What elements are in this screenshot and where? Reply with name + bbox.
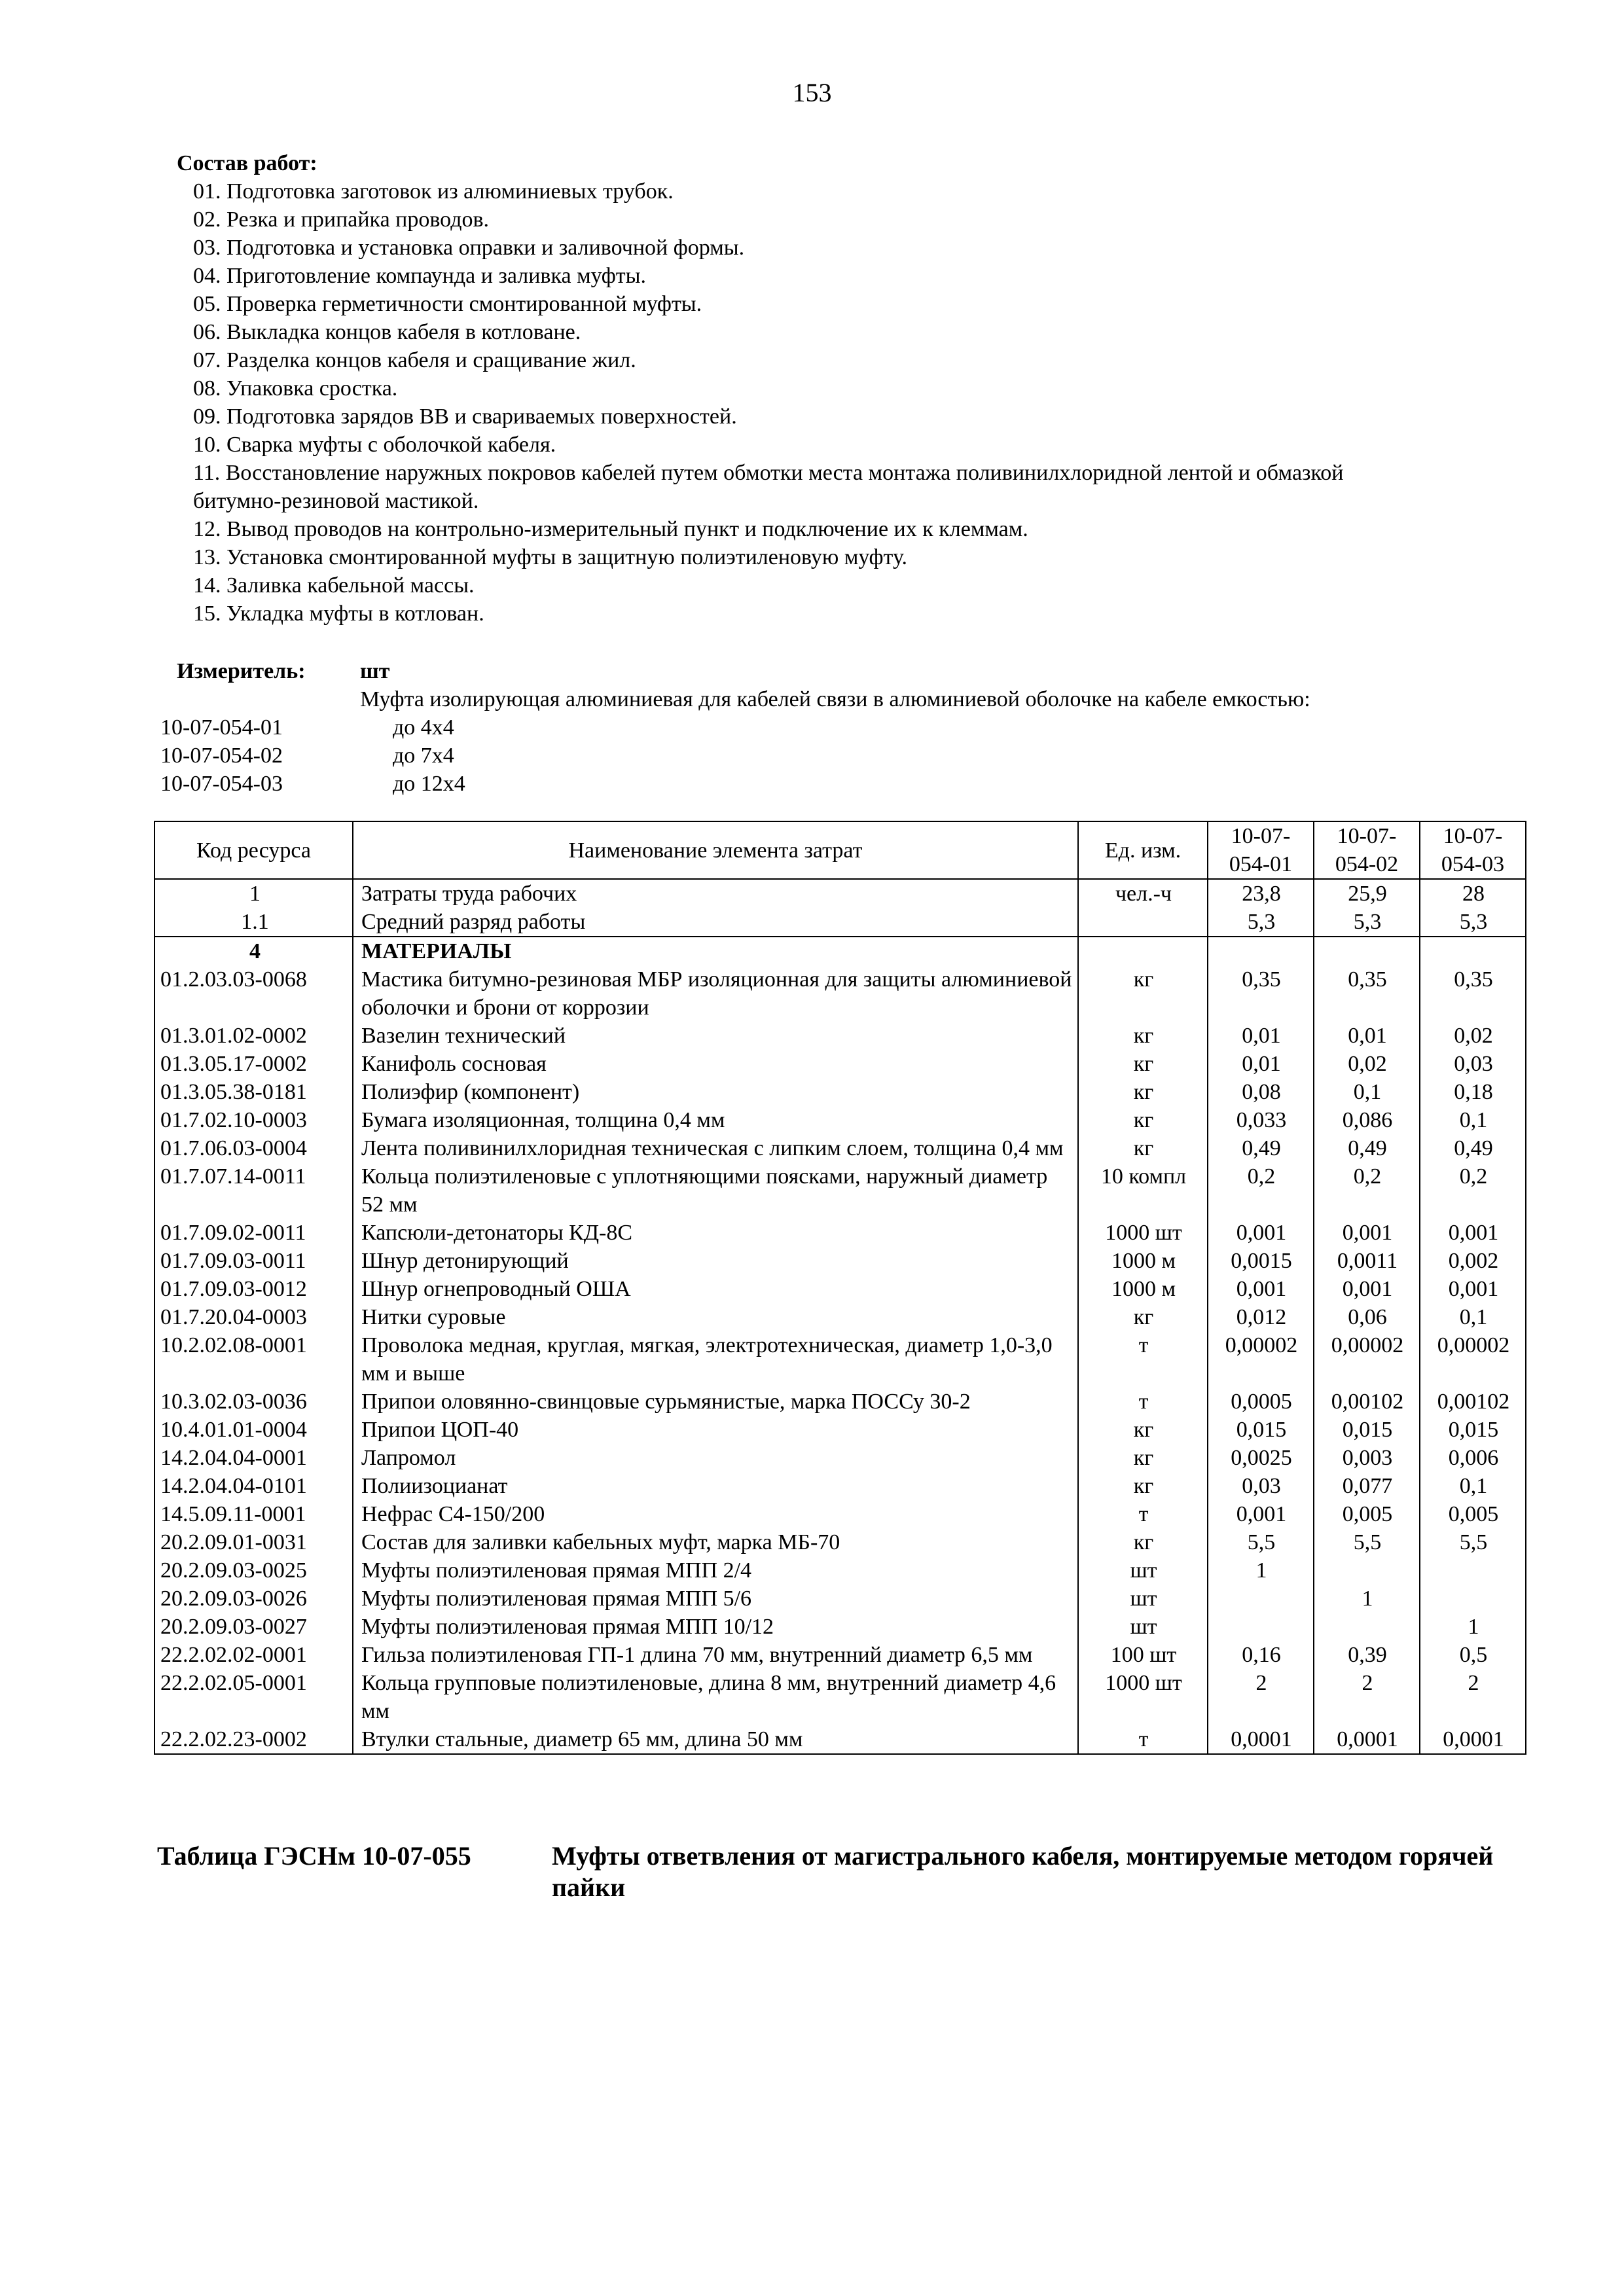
resource-code: 01.7.20.04-0003: [154, 1303, 353, 1331]
element-name: Полиэфир (компонент): [353, 1078, 1078, 1106]
unit-cell: кг: [1078, 1303, 1208, 1331]
value-054-03: 0,0001: [1420, 1725, 1526, 1754]
resource-code: 20.2.09.03-0027: [154, 1613, 353, 1641]
value-054-02: 0,02: [1314, 1050, 1420, 1078]
value-054-02: 0,001: [1314, 1275, 1420, 1303]
value-054-03: 0,35: [1420, 965, 1526, 1022]
unit-cell: кг: [1078, 1134, 1208, 1162]
element-name: Мастика битумно-резиновая МБР изоляционная для защиты алюминиевой оболочки и брони от коррозии: [353, 965, 1078, 1022]
value-054-02: 5,3: [1314, 908, 1420, 937]
value-054-01: 0,001: [1208, 1500, 1314, 1528]
element-name: Втулки стальные, диаметр 65 мм, длина 50 мм: [353, 1725, 1078, 1754]
value-054-03: 0,2: [1420, 1162, 1526, 1219]
unit-cell: кг: [1078, 1022, 1208, 1050]
element-name: Шнур детонирующий: [353, 1247, 1078, 1275]
element-name: Муфты полиэтиленовая прямая МПП 10/12: [353, 1613, 1078, 1641]
element-name: Состав для заливки кабельных муфт, марка МБ-70: [353, 1528, 1078, 1556]
value-054-03: [1420, 937, 1526, 965]
unit-cell: т: [1078, 1388, 1208, 1416]
value-054-02: 0,35: [1314, 965, 1420, 1022]
value-054-02: 0,1: [1314, 1078, 1420, 1106]
value-054-02: [1314, 937, 1420, 965]
work-item: 03. Подготовка и установка оправки и заливочной формы.: [193, 236, 745, 260]
table-row: [154, 1022, 1526, 1050]
value-054-01: 0,01: [1208, 1050, 1314, 1078]
variant-code: 10-07-054-02: [160, 744, 283, 768]
value-054-03: 1: [1420, 1613, 1526, 1641]
value-054-02: 0,00102: [1314, 1388, 1420, 1416]
work-item: 15. Укладка муфты в котлован.: [193, 601, 484, 626]
resource-code: 10.3.02.03-0036: [154, 1388, 353, 1416]
unit-cell: т: [1078, 1331, 1208, 1388]
unit-cell: шт: [1078, 1556, 1208, 1585]
value-054-01: 0,0001: [1208, 1725, 1314, 1754]
resource-code: 1.1: [154, 908, 353, 937]
element-name: Нефрас С4-150/200: [353, 1500, 1078, 1528]
table-header-row: [154, 821, 1526, 879]
value-054-01: 23,8: [1208, 879, 1314, 908]
page-number: 153: [792, 78, 832, 107]
measure-block: [160, 657, 1535, 798]
value-054-03: 0,00002: [1420, 1331, 1526, 1388]
work-item: 01. Подготовка заготовок из алюминиевых трубок.: [193, 179, 674, 204]
unit-cell: кг: [1078, 1050, 1208, 1078]
element-name: Муфты полиэтиленовая прямая МПП 2/4: [353, 1556, 1078, 1585]
element-name: Лапромол: [353, 1444, 1078, 1472]
resource-cost-table: [154, 821, 1526, 1755]
value-054-01: 5,5: [1208, 1528, 1314, 1556]
value-054-03: 0,1: [1420, 1106, 1526, 1134]
value-054-03: 0,00102: [1420, 1388, 1526, 1416]
element-name: Муфты полиэтиленовая прямая МПП 5/6: [353, 1585, 1078, 1613]
resource-code: 01.7.06.03-0004: [154, 1134, 353, 1162]
value-054-03: 0,001: [1420, 1219, 1526, 1247]
value-054-01: 1: [1208, 1556, 1314, 1585]
value-054-02: 2: [1314, 1669, 1420, 1725]
work-item: 09. Подготовка зарядов ВВ и свариваемых поверхностей.: [193, 404, 737, 429]
table-row: [154, 879, 1526, 908]
value-054-01: [1208, 1585, 1314, 1613]
unit-cell: 1000 шт: [1078, 1669, 1208, 1725]
value-054-03: 0,005: [1420, 1500, 1526, 1528]
header-variant-3: 10-07- 054-03: [1420, 821, 1526, 879]
element-name: Канифоль сосновая: [353, 1050, 1078, 1078]
next-table-title: Муфты ответвления от магистрального кабеля, монтируемые методом горячей пайки: [552, 1841, 1494, 1902]
value-054-02: 0,001: [1314, 1219, 1420, 1247]
table-row: [154, 1247, 1526, 1275]
table-row: [154, 1528, 1526, 1556]
header-unit: Ед. изм.: [1078, 821, 1208, 879]
unit-cell: 10 компл: [1078, 1162, 1208, 1219]
value-054-02: 0,003: [1314, 1444, 1420, 1472]
unit-cell: чел.-ч: [1078, 879, 1208, 908]
table-row: [154, 1472, 1526, 1500]
value-054-02: 0,086: [1314, 1106, 1420, 1134]
unit-cell: т: [1078, 1725, 1208, 1754]
value-054-01: 0,001: [1208, 1275, 1314, 1303]
table-row: [154, 937, 1526, 965]
header-element-name: Наименование элемента затрат: [353, 821, 1078, 879]
value-054-01: 0,2: [1208, 1162, 1314, 1219]
resource-code: 01.3.01.02-0002: [154, 1022, 353, 1050]
work-item: 12. Вывод проводов на контрольно-измерительный пункт и подключение их к клеммам.: [193, 517, 1028, 541]
resource-code: 01.7.02.10-0003: [154, 1106, 353, 1134]
next-table-label: Таблица ГЭСНм 10-07-055: [157, 1841, 471, 1871]
table-row: [154, 1219, 1526, 1247]
variant-code: 10-07-054-03: [160, 772, 283, 796]
unit-cell: кг: [1078, 1416, 1208, 1444]
table-row: [154, 1106, 1526, 1134]
value-054-01: 0,16: [1208, 1641, 1314, 1669]
resource-code: 20.2.09.03-0026: [154, 1585, 353, 1613]
resource-code: 10.2.02.08-0001: [154, 1331, 353, 1388]
element-name: Бумага изоляционная, толщина 0,4 мм: [353, 1106, 1078, 1134]
work-composition-title: Состав работ:: [177, 151, 317, 175]
value-054-02: [1314, 1556, 1420, 1585]
value-054-03: 0,02: [1420, 1022, 1526, 1050]
value-054-03: 0,5: [1420, 1641, 1526, 1669]
table-row: [154, 1050, 1526, 1078]
unit-cell: кг: [1078, 1444, 1208, 1472]
element-name: Проволока медная, круглая, мягкая, электротехническая, диаметр 1,0-3,0 мм и выше: [353, 1331, 1078, 1388]
value-054-03: 0,001: [1420, 1275, 1526, 1303]
resource-code: 14.2.04.04-0101: [154, 1472, 353, 1500]
value-054-01: [1208, 1613, 1314, 1641]
value-054-01: 0,35: [1208, 965, 1314, 1022]
value-054-01: 0,00002: [1208, 1331, 1314, 1388]
work-item: битумно-резиновой мастикой.: [193, 489, 479, 513]
resource-code: 20.2.09.03-0025: [154, 1556, 353, 1585]
value-054-02: 0,2: [1314, 1162, 1420, 1219]
unit-cell: [1078, 908, 1208, 937]
variant-range: до 7х4: [393, 744, 454, 768]
value-054-01: 0,03: [1208, 1472, 1314, 1500]
value-054-02: 25,9: [1314, 879, 1420, 908]
table-row: [154, 908, 1526, 937]
work-item: 02. Резка и припайка проводов.: [193, 207, 490, 232]
value-054-02: 0,015: [1314, 1416, 1420, 1444]
unit-cell: кг: [1078, 1472, 1208, 1500]
table-row: [154, 1388, 1526, 1416]
header-resource-code: Код ресурса: [154, 821, 353, 879]
value-054-03: 5,3: [1420, 908, 1526, 937]
unit-cell: кг: [1078, 965, 1208, 1022]
unit-cell: кг: [1078, 1106, 1208, 1134]
work-item: 10. Сварка муфты с оболочкой кабеля.: [193, 433, 556, 457]
value-054-02: 0,06: [1314, 1303, 1420, 1331]
resource-code: 01.7.09.02-0011: [154, 1219, 353, 1247]
variant-range: до 4х4: [393, 715, 454, 740]
element-name: Средний разряд работы: [353, 908, 1078, 937]
element-name: Затраты труда рабочих: [353, 879, 1078, 908]
table-row: [154, 1725, 1526, 1754]
value-054-03: 0,006: [1420, 1444, 1526, 1472]
element-name: Кольца групповые полиэтиленовые, длина 8 мм, внутренний диаметр 4,6 мм: [353, 1669, 1078, 1725]
resource-code: 01.2.03.03-0068: [154, 965, 353, 1022]
work-list: [177, 177, 1512, 628]
resource-code: 01.3.05.17-0002: [154, 1050, 353, 1078]
value-054-03: 0,015: [1420, 1416, 1526, 1444]
work-item: 06. Выкладка концов кабеля в котловане.: [193, 320, 581, 344]
work-item: 07. Разделка концов кабеля и сращивание жил.: [193, 348, 636, 372]
element-name: Лента поливинилхлоридная техническая с липким слоем, толщина 0,4 мм: [353, 1134, 1078, 1162]
value-054-01: 2: [1208, 1669, 1314, 1725]
materials-section-code: 4: [154, 937, 353, 965]
value-054-02: 0,49: [1314, 1134, 1420, 1162]
element-name: Полиизоцианат: [353, 1472, 1078, 1500]
value-054-02: 0,005: [1314, 1500, 1420, 1528]
value-054-01: 5,3: [1208, 908, 1314, 937]
table-row: [154, 1613, 1526, 1641]
value-054-01: 0,033: [1208, 1106, 1314, 1134]
table-row: [154, 1585, 1526, 1613]
element-name: Припои ЦОП-40: [353, 1416, 1078, 1444]
unit-cell: кг: [1078, 1078, 1208, 1106]
value-054-03: 0,49: [1420, 1134, 1526, 1162]
resource-code: 22.2.02.02-0001: [154, 1641, 353, 1669]
value-054-01: 0,0015: [1208, 1247, 1314, 1275]
value-054-01: 0,08: [1208, 1078, 1314, 1106]
table-row: [154, 1275, 1526, 1303]
element-name: Кольца полиэтиленовые с уплотняющими поясками, наружный диаметр 52 мм: [353, 1162, 1078, 1219]
resource-code: 01.3.05.38-0181: [154, 1078, 353, 1106]
resource-code: 22.2.02.05-0001: [154, 1669, 353, 1725]
value-054-02: [1314, 1613, 1420, 1641]
element-name: Гильза полиэтиленовая ГП-1 длина 70 мм, внутренний диаметр 6,5 мм: [353, 1641, 1078, 1669]
value-054-02: 0,0011: [1314, 1247, 1420, 1275]
element-name: Припои оловянно-свинцовые сурьмянистые, марка ПОССу 30-2: [353, 1388, 1078, 1416]
value-054-01: 0,49: [1208, 1134, 1314, 1162]
value-054-03: 0,1: [1420, 1303, 1526, 1331]
table-row: [154, 1078, 1526, 1106]
variant-code: 10-07-054-01: [160, 715, 283, 740]
table-row: [154, 1669, 1526, 1725]
table-row: [154, 1416, 1526, 1444]
value-054-03: [1420, 1556, 1526, 1585]
resource-code: 01.7.09.03-0012: [154, 1275, 353, 1303]
value-054-03: 0,18: [1420, 1078, 1526, 1106]
header-variant-2: 10-07- 054-02: [1314, 821, 1420, 879]
value-054-03: 0,002: [1420, 1247, 1526, 1275]
table-row: [154, 1303, 1526, 1331]
work-item: 08. Упаковка сростка.: [193, 376, 398, 401]
materials-section-title: МАТЕРИАЛЫ: [353, 937, 1078, 965]
table-row: [154, 1134, 1526, 1162]
resource-code: 22.2.02.23-0002: [154, 1725, 353, 1754]
resource-code: 14.2.04.04-0001: [154, 1444, 353, 1472]
value-054-03: 2: [1420, 1669, 1526, 1725]
value-054-03: [1420, 1585, 1526, 1613]
unit-cell: т: [1078, 1500, 1208, 1528]
value-054-01: 0,0025: [1208, 1444, 1314, 1472]
value-054-03: 0,1: [1420, 1472, 1526, 1500]
value-054-03: 0,03: [1420, 1050, 1526, 1078]
table-row: [154, 965, 1526, 1022]
unit-cell: шт: [1078, 1585, 1208, 1613]
value-054-02: 0,0001: [1314, 1725, 1420, 1754]
work-item: 04. Приготовление компаунда и заливка муфты.: [193, 264, 646, 288]
work-composition: [177, 149, 1512, 628]
value-054-02: 0,01: [1314, 1022, 1420, 1050]
resource-code: 01.7.09.03-0011: [154, 1247, 353, 1275]
value-054-02: 5,5: [1314, 1528, 1420, 1556]
resource-code: 20.2.09.01-0031: [154, 1528, 353, 1556]
element-name: Капсюли-детонаторы КД-8С: [353, 1219, 1078, 1247]
unit-cell: кг: [1078, 1528, 1208, 1556]
value-054-02: 0,39: [1314, 1641, 1420, 1669]
measure-label: Измеритель:: [177, 659, 306, 683]
resource-code: 10.4.01.01-0004: [154, 1416, 353, 1444]
element-name: Нитки суровые: [353, 1303, 1078, 1331]
unit-cell: шт: [1078, 1613, 1208, 1641]
value-054-02: 1: [1314, 1585, 1420, 1613]
table-row: [154, 1556, 1526, 1585]
work-item: 05. Проверка герметичности смонтированной муфты.: [193, 292, 702, 316]
value-054-01: 0,0005: [1208, 1388, 1314, 1416]
work-item: 14. Заливка кабельной массы.: [193, 573, 475, 598]
element-name: Шнур огнепроводный ОША: [353, 1275, 1078, 1303]
value-054-03: 5,5: [1420, 1528, 1526, 1556]
table-row: [154, 1500, 1526, 1528]
unit-cell: 1000 м: [1078, 1275, 1208, 1303]
value-054-01: 0,01: [1208, 1022, 1314, 1050]
element-name: Вазелин технический: [353, 1022, 1078, 1050]
resource-code: 14.5.09.11-0001: [154, 1500, 353, 1528]
table-row: [154, 1641, 1526, 1669]
unit-cell: 1000 шт: [1078, 1219, 1208, 1247]
unit-cell: 1000 м: [1078, 1247, 1208, 1275]
measure-unit: шт: [360, 659, 390, 683]
table-row: [154, 1444, 1526, 1472]
measure-description: Муфта изолирующая алюминиевая для кабелей связи в алюминиевой оболочке на кабеле емкостью:: [360, 687, 1310, 711]
resource-code: 01.7.07.14-0011: [154, 1162, 353, 1219]
variant-range: до 12х4: [393, 772, 465, 796]
unit-cell: [1078, 937, 1208, 965]
resource-code: 1: [154, 879, 353, 908]
value-054-03: 28: [1420, 879, 1526, 908]
value-054-01: 0,015: [1208, 1416, 1314, 1444]
work-item: 13. Установка смонтированной муфты в защитную полиэтиленовую муфту.: [193, 545, 908, 569]
value-054-01: [1208, 937, 1314, 965]
work-item: 11. Восстановление наружных покровов кабелей путем обмотки места монтажа поливинилхлоридной лентой и обмазкой: [193, 461, 1344, 485]
value-054-02: 0,077: [1314, 1472, 1420, 1500]
table-row: [154, 1331, 1526, 1388]
header-variant-1: 10-07- 054-01: [1208, 821, 1314, 879]
table-row: [154, 1162, 1526, 1219]
value-054-02: 0,00002: [1314, 1331, 1420, 1388]
value-054-01: 0,012: [1208, 1303, 1314, 1331]
unit-cell: 100 шт: [1078, 1641, 1208, 1669]
value-054-01: 0,001: [1208, 1219, 1314, 1247]
